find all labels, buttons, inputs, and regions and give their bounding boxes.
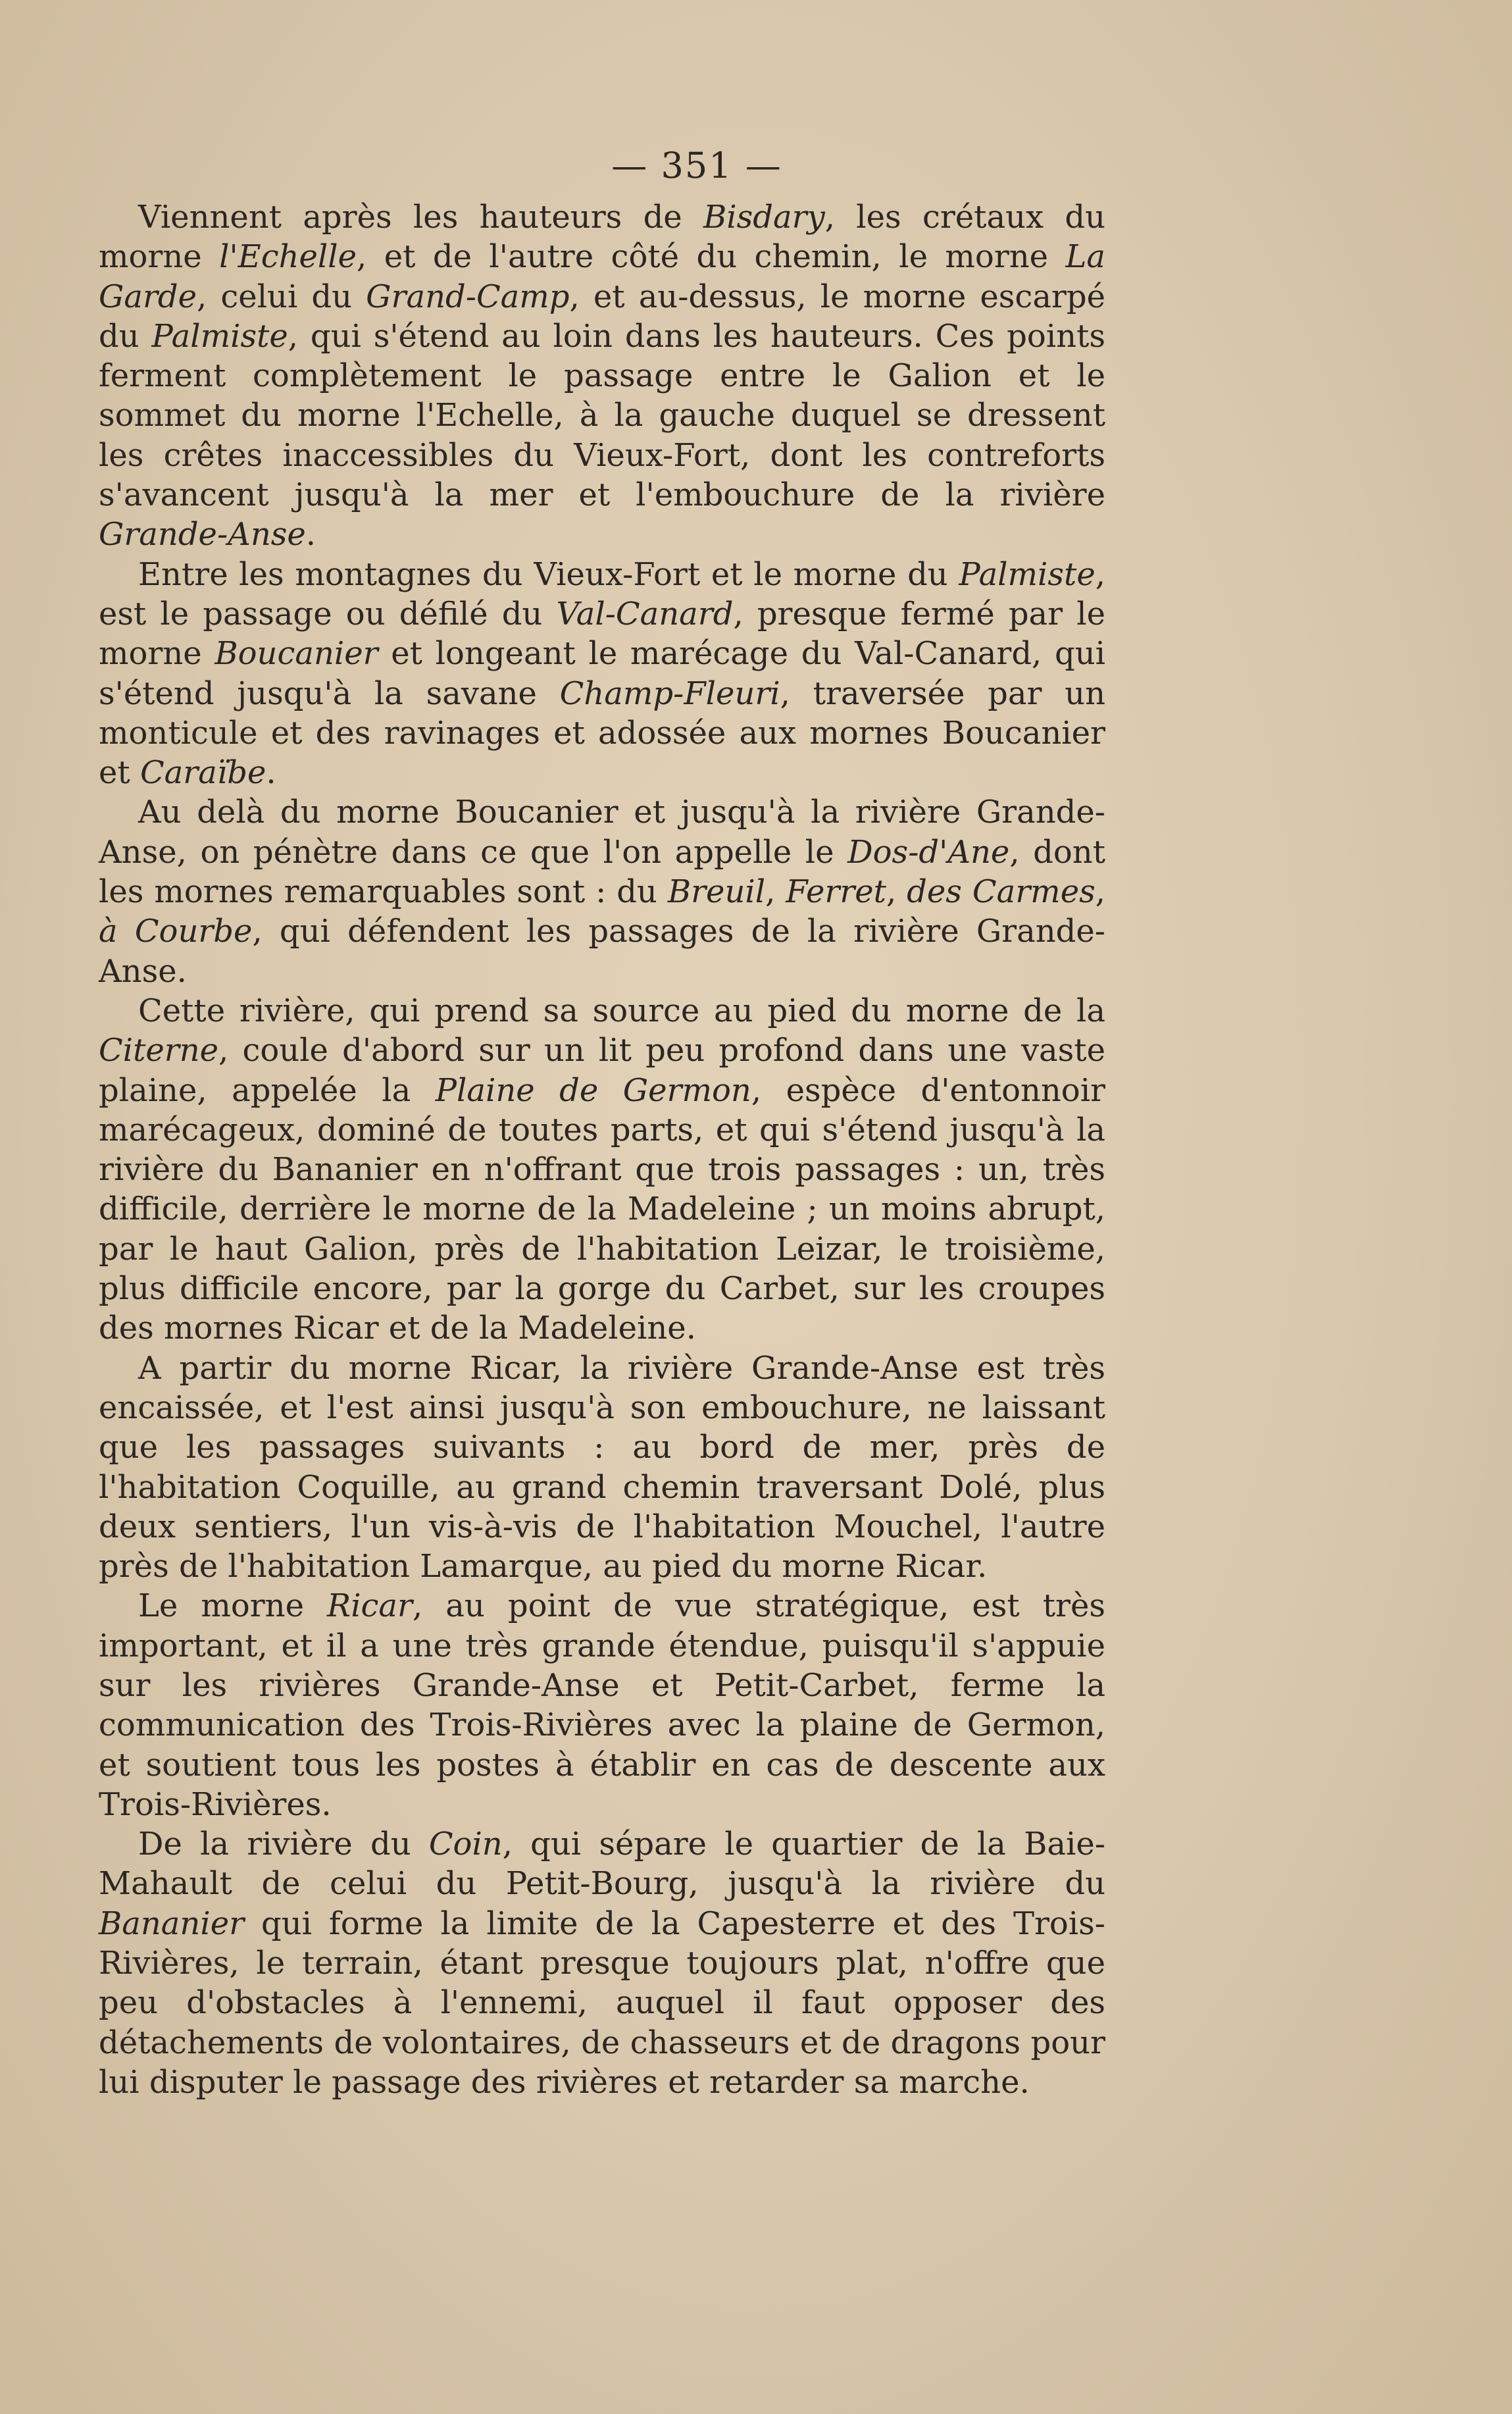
italic-text-run: Bisdary (703, 199, 825, 236)
paragraph (99, 1348, 1105, 1587)
italic-text-run: Grand-Camp (366, 278, 570, 315)
body-text (99, 197, 1105, 2102)
text-run: A partir du morne Ricar, la rivière Grande-Anse est très encaissée, et l'est ainsi jusqu'à son embouchure, ne laissant que les passages suivants : au bord de mer, près de l'habitation Coquille, au grand chemin traversant Dolé, plus deux sentiers, l'un vis-à-vis de l'habitation Mouchel, l'autre près de l'habitation Lamarque, au pied du morne Ricar. (99, 1349, 1105, 1585)
italic-text-run: Bananier (99, 1905, 245, 1942)
italic-text-run: Palmiste (151, 317, 288, 355)
italic-text-run: Palmiste (959, 555, 1096, 593)
text-run: , et de l'autre côté du chemin, le morne (357, 238, 1066, 276)
text-run: , qui sépare le quartier de la Baie-Mahault de celui du Petit-Bourg, jusqu'à la rivière du (99, 1826, 1105, 1903)
italic-text-run: Citerne (99, 1032, 219, 1069)
page-number: — 351 — (611, 145, 782, 186)
text-run: Entre les montagnes du Vieux-Fort et le morne du (138, 555, 959, 593)
italic-text-run: Champ-Fleuri (559, 675, 780, 712)
italic-text-run: Grande-Anse (99, 516, 306, 553)
text-run: . (305, 516, 316, 553)
text-run: , coule d'abord sur un lit peu profond dans une vaste plaine, appelée la (99, 1032, 1105, 1109)
text-run: , (1095, 873, 1106, 911)
italic-text-run: Val-Canard (556, 595, 734, 632)
text-run: , dont les mornes remarquables sont : du (99, 833, 1106, 911)
text-run: , et au-dessus, le morne escarpé du (99, 278, 1106, 355)
italic-text-run: Breuil (667, 873, 766, 911)
text-run: Le morne (138, 1587, 328, 1625)
text-run: De la rivière du (138, 1826, 429, 1863)
text-run: et longeant le marécage du Val-Canard, qui s'étend jusqu'à la savane (99, 635, 1106, 712)
italic-text-run: Ferret (786, 873, 886, 911)
text-run: Au delà du morne Boucanier et jusqu'à la rivière Grande-Anse, on pénètre dans ce que l'on appelle le (99, 794, 1105, 871)
italic-text-run: à Courbe (99, 913, 253, 950)
text-run: , presque fermé par le morne (99, 595, 1105, 673)
text-run: . (266, 754, 276, 792)
paragraph (99, 1824, 1105, 2102)
paragraph (99, 1586, 1105, 1824)
italic-text-run: l'Echelle (219, 238, 357, 276)
text-run: , est le passage ou défilé du (99, 555, 1105, 632)
paragraph (99, 555, 1105, 793)
text-run: Viennent après les hauteurs de (138, 199, 704, 236)
text-run: , qui s'étend au loin dans les hauteurs. Ces points ferment complètement le passage entre le Galion et le sommet du morne l'Echelle, à la gauche duquel se dressent les crêtes inaccessibles du Vieux-Fort, dont les contreforts s'avancent jusqu'à la mer et l'embouchure de la rivière (99, 317, 1105, 514)
italic-text-run: Boucanier (214, 635, 378, 673)
text-run: qui forme la limite de la Capesterre et des Trois-Rivières, le terrain, étant presque toujours plat, n'offre que peu d'obstacles à l'ennemi, auquel il faut opposer des détachements de volontaires, de chasseurs et de dragons pour lui disputer le passage des rivières et retarder sa marche. (99, 1905, 1105, 2101)
paragraph (99, 197, 1105, 555)
italic-text-run: Ricar (327, 1587, 413, 1625)
italic-text-run: Plaine de Germon (435, 1071, 751, 1109)
paragraph (99, 991, 1105, 1348)
italic-text-run: La Garde (99, 238, 1106, 315)
text-run: , qui défendent les passages de la rivière Grande-Anse. (99, 913, 1105, 990)
text-run: , espèce d'entonnoir marécageux, dominé de toutes parts, et qui s'étend jusqu'à la rivière du Bananier en n'offrant que trois passages : un, très difficile, derrière le morne de la Madeleine ; un moins abrupt, par le haut Galion, près de l'habitation Leizar, le troisième, plus difficile encore, par la gorge du Carbet, sur les croupes des mornes Ricar et de la Madeleine. (99, 1071, 1105, 1347)
text-run: , traversée par un monticule et des ravinages et adossée aux mornes Boucanier et (99, 675, 1105, 792)
italic-text-run: Dos-d'Ane (847, 833, 1010, 871)
italic-text-run: des Carmes (907, 873, 1096, 911)
text-run: , les crétaux du morne (99, 199, 1106, 276)
text-run: Cette rivière, qui prend sa source au pied du morne de la (138, 992, 1105, 1029)
text-run: , (886, 873, 907, 911)
text-run: , (765, 873, 786, 911)
text-run: , celui du (197, 278, 366, 315)
italic-text-run: Coin (428, 1826, 503, 1863)
text-run: , au point de vue stratégique, est très important, et il a une très grande étendue, puisqu'il s'appuie sur les rivières Grande-Anse et Petit-Carbet, ferme la communication des Trois-Rivières avec la plaine de Germon, et soutient tous les postes à établir en cas de descente aux Trois-Rivières. (99, 1587, 1105, 1823)
italic-text-run: Caraïbe (139, 754, 266, 792)
paragraph (99, 792, 1105, 990)
